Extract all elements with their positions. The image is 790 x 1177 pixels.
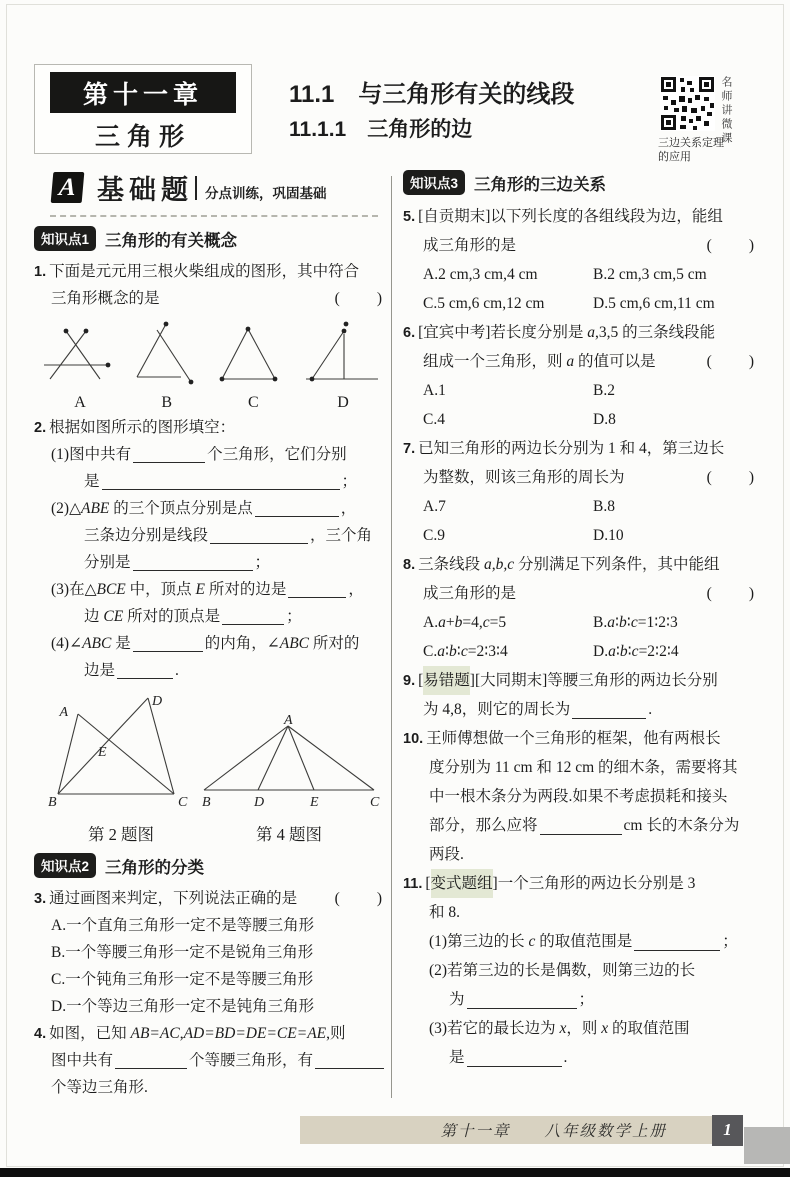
text-segment: 下面是元元用三根火柴组成的图形，其中符合 (49, 263, 360, 280)
text-segment: 边 (84, 608, 104, 625)
math-segment: c (630, 614, 638, 631)
text-line (34, 495, 384, 522)
tag-segment: 易错题 (423, 666, 470, 695)
option-col-left (423, 405, 593, 434)
math-segment: c (528, 933, 536, 950)
corner-tab (744, 1127, 790, 1164)
math-segment: ∠ABC (69, 635, 112, 652)
kp2-badge: 知识点2 (34, 853, 96, 878)
text-segment: 中一根木条分为两段.如果不考虑损耗和接头 (429, 788, 728, 805)
text-segment: . (175, 662, 179, 679)
text-segment: ]一个三角形的两边长分别是 3 (492, 875, 696, 892)
math-segment: x (601, 1020, 609, 1037)
text-segment: B.一个等腰三角形一定不是锐角三角形 (51, 944, 314, 961)
text-line (403, 260, 756, 289)
text-segment: 两段. (429, 846, 464, 863)
text-segment: D. (593, 643, 609, 660)
question-5 (403, 202, 756, 318)
math-segment: b (619, 614, 627, 631)
text-line (34, 603, 384, 630)
text-segment: ∶ (615, 643, 620, 660)
text-segment: 通过画图来判定，下列说法正确的是 (49, 890, 298, 907)
text-line (403, 463, 756, 492)
text-segment: A.一个直角三角形一定不是等腰三角形 (51, 917, 315, 934)
text-segment: ∶ (456, 643, 461, 660)
math-segment: x (559, 1020, 567, 1037)
text-segment: 分别满足下列条件，其中能组 (514, 556, 720, 573)
text-segment: (1)图中共有 (51, 446, 132, 463)
figure-label: C (247, 394, 259, 411)
text-segment: . (563, 1049, 568, 1066)
text-segment: C.9 (423, 527, 445, 544)
num-segment: 1. (34, 264, 47, 280)
section-a-letter: A (51, 172, 85, 203)
text-segment: 三条边分别是线段 (84, 527, 209, 544)
text-segment: ， (340, 500, 357, 517)
math-segment: a (608, 643, 616, 660)
tag-segment: 变式题组 (431, 869, 493, 898)
qr-caption-line1: 三边关系定理 (658, 137, 724, 149)
text-line (403, 840, 756, 869)
num-segment: 4. (34, 1026, 47, 1042)
option-col-left (423, 492, 593, 521)
text-line (34, 576, 384, 603)
text-segment: ∶ (614, 614, 620, 631)
figure-q2-caption: 第 2 题图 (88, 825, 154, 844)
text-line (403, 695, 756, 724)
text-line (403, 318, 756, 347)
text-segment: D.10 (593, 527, 624, 544)
blank-underline (540, 819, 622, 835)
text-line (403, 869, 756, 898)
text-line (403, 405, 756, 434)
text-segment: ； (578, 991, 595, 1008)
paren-segment: ( ) (334, 890, 384, 907)
text-segment: A. (423, 614, 439, 631)
option-col-right (593, 492, 615, 521)
text-line (34, 1020, 384, 1047)
text-segment: 和 8. (429, 904, 461, 921)
figure-label: D (337, 394, 349, 411)
question-11 (403, 869, 756, 1072)
text-line (403, 608, 756, 637)
num-segment: 3. (34, 891, 47, 907)
svg-text:C: C (178, 795, 188, 810)
text-segment: A.1 (423, 382, 446, 399)
text-segment: , (179, 1025, 184, 1042)
math-segment: c (482, 614, 490, 631)
section-a-header (52, 168, 384, 207)
text-segment: ； (286, 608, 302, 625)
option-col-left (423, 376, 593, 405)
math-segment: a (607, 614, 615, 631)
decorative-rule (50, 210, 378, 217)
text-segment: 度分别为 11 cm 和 12 cm 的细木条，需要将其 (429, 759, 738, 776)
text-segment: 王师傅想做一个三角形的框架，他有两根长 (426, 730, 721, 747)
text-line (403, 985, 756, 1014)
figure-option-a (44, 321, 116, 412)
text-line (403, 579, 756, 608)
text-segment: ，则 (566, 1020, 602, 1037)
text-segment: ,3,5 的三条线段能 (595, 324, 716, 341)
math-segment: a (587, 324, 596, 341)
lesson-subtitle: 11.1.1 三角形的边 (289, 118, 473, 141)
option-col-right (593, 376, 615, 405)
text-line (34, 522, 384, 549)
text-segment: (3)若它的最长边为 (429, 1020, 560, 1037)
kp3-title: 三角形的三边关系 (474, 175, 607, 194)
question-3 (34, 885, 384, 1020)
blank-underline (210, 528, 308, 544)
svg-text:C: C (370, 795, 380, 810)
qr-caption (658, 136, 724, 164)
content-columns (34, 166, 756, 1104)
text-line (403, 724, 756, 753)
text-line (403, 1043, 756, 1072)
blank-underline (115, 1053, 187, 1069)
num-segment: 6. (403, 325, 416, 341)
num-segment: 8. (403, 557, 416, 573)
math-segment: a,b,c (483, 556, 515, 573)
blank-underline (288, 582, 346, 598)
text-segment: B.8 (593, 498, 615, 515)
question-9 (403, 666, 756, 724)
chapter-number: 第十一章 (50, 72, 236, 113)
text-segment: [ (425, 875, 431, 892)
text-segment: 为 4,8，则它的周长为 (423, 701, 571, 718)
left-column (34, 166, 384, 1101)
text-line (403, 898, 756, 927)
svg-text:E: E (98, 745, 107, 760)
text-segment: ； (341, 473, 358, 490)
math-segment: a (566, 353, 575, 370)
text-segment: A.7 (423, 498, 446, 515)
text-line (403, 231, 756, 260)
text-line (403, 202, 756, 231)
text-segment: D.一个等边三角形一定不是钝角三角形 (51, 998, 315, 1015)
paren-segment: ( ) (334, 290, 384, 307)
text-segment: C.5 cm,6 cm,12 cm (423, 295, 545, 312)
option-col-right (593, 637, 679, 666)
figure-option-c (217, 321, 289, 412)
figure-option-b (131, 321, 203, 412)
text-line (403, 347, 756, 376)
text-segment: 个三角形，它们分别 (207, 446, 347, 463)
text-segment: 图中共有 (51, 1052, 114, 1069)
text-segment: 个等边三角形. (51, 1079, 148, 1096)
text-line (403, 666, 756, 695)
question-6 (403, 318, 756, 434)
text-segment: + (445, 614, 455, 631)
text-segment: (1)第三边的长 (429, 933, 529, 950)
text-segment: 分别是 (84, 554, 131, 571)
svg-text:B: B (202, 795, 211, 810)
text-line (403, 956, 756, 985)
text-segment: C.一个钝角三角形一定不是等腰三角形 (51, 971, 314, 988)
text-segment: 所对的顶点是 (123, 608, 221, 625)
option-col-left (423, 637, 593, 666)
text-segment: ∶ (444, 643, 450, 660)
text-segment: B.2 cm,3 cm,5 cm (593, 266, 707, 283)
page-bottom-edge (0, 1168, 790, 1177)
text-segment: D.8 (593, 411, 616, 428)
svg-text:D: D (254, 795, 265, 810)
paren-segment: ( ) (706, 585, 756, 602)
text-line (34, 939, 384, 966)
text-segment: 是 (449, 1049, 465, 1066)
text-segment: C. (423, 643, 438, 660)
text-line (403, 782, 756, 811)
math-segment: CE (103, 608, 124, 625)
section-a-title: 基础题 (97, 175, 193, 205)
chapter-title: 三角形 (94, 123, 191, 151)
text-segment: 的取值范围 (608, 1020, 690, 1037)
kp1-title: 三角形的有关概念 (105, 231, 238, 250)
footer-bar (300, 1116, 732, 1144)
kp3-badge: 知识点3 (403, 170, 465, 195)
blank-underline (133, 555, 253, 571)
blank-underline (315, 1053, 384, 1069)
math-segment: AB=AC (130, 1025, 180, 1042)
text-segment: 是 (111, 635, 131, 652)
kp2-title: 三角形的分类 (105, 858, 205, 877)
text-segment: D.5 cm,6 cm,11 cm (593, 295, 715, 312)
figure-q4 (198, 714, 380, 845)
text-segment: ∶ (626, 614, 631, 631)
text-segment: =4, (462, 614, 483, 631)
text-segment: 所对的边是 (205, 581, 287, 598)
text-segment: ； (722, 933, 738, 950)
text-segment: 组成一个三角形，则 (423, 353, 567, 370)
text-line (403, 637, 756, 666)
text-line (34, 468, 384, 495)
text-segment: 边是 (84, 662, 116, 679)
text-line (403, 811, 756, 840)
question-1 (34, 258, 384, 312)
text-segment: 根据如图所示的图形填空： (49, 419, 236, 436)
text-line (34, 966, 384, 993)
question-8 (403, 550, 756, 666)
text-segment: B. (593, 614, 608, 631)
text-segment: B.2 (593, 382, 615, 399)
text-segment: [自贡期末]以下列长度的各组线段为边，能组 (418, 208, 723, 225)
text-line (34, 630, 384, 657)
text-segment: 是 (84, 473, 100, 490)
column-divider (391, 176, 392, 1098)
math-segment: ∠ABC (266, 635, 310, 652)
question-10 (403, 724, 756, 869)
option-col-right (593, 521, 624, 550)
svg-text:E: E (310, 795, 319, 810)
math-segment: b (454, 614, 463, 631)
qr-caption-line2: 的应用 (658, 151, 691, 163)
text-line (403, 753, 756, 782)
text-line (403, 550, 756, 579)
text-segment: 的三个顶点分别是点 (109, 500, 253, 517)
math-segment: △BCE (84, 581, 126, 598)
text-line (34, 912, 384, 939)
text-line (34, 885, 384, 912)
text-line (34, 1074, 384, 1101)
figure-label: A (74, 394, 86, 411)
right-column (403, 168, 756, 1072)
knowledge-point-1 (34, 226, 384, 251)
footer-chapter: 第十一章 (440, 1123, 511, 1140)
text-segment: . (648, 701, 653, 718)
qr-code-icon (660, 76, 715, 131)
option-col-left (423, 521, 593, 550)
blank-underline (133, 447, 205, 463)
text-segment: A.2 cm,3 cm,4 cm (423, 266, 538, 283)
qr-side-caption: 名师讲微课 (720, 76, 732, 146)
math-segment: c (460, 643, 468, 660)
text-segment: ； (254, 554, 271, 571)
math-segment: b (619, 643, 628, 660)
text-segment: [宜宾中考]若长度分别是 (418, 324, 588, 341)
option-col-left (423, 289, 593, 318)
text-line (403, 492, 756, 521)
text-segment: C.4 (423, 411, 445, 428)
text-segment: (3)在 (51, 581, 85, 598)
option-col-right (593, 260, 707, 289)
blank-underline (255, 501, 339, 517)
text-segment: ∶ (627, 643, 632, 660)
knowledge-point-3 (403, 170, 756, 195)
text-segment: ， (348, 581, 364, 598)
blank-underline (634, 935, 720, 951)
footer-book-title: 八年级数学上册 (544, 1123, 667, 1140)
section-a-divider (195, 176, 197, 200)
text-line (34, 258, 384, 285)
num-segment: 7. (403, 441, 416, 457)
text-segment: 所对的 (309, 635, 360, 652)
text-segment: cm 长的木条分为 (623, 817, 740, 834)
num-segment: 5. (403, 209, 416, 225)
kp1-badge: 知识点1 (34, 226, 96, 251)
text-segment: (2)若第三边的长是偶数，则第三边的长 (429, 962, 696, 979)
text-segment: =2∶2∶4 (638, 643, 679, 660)
figure-label: B (161, 394, 172, 411)
text-segment: 的取值范围是 (535, 933, 633, 950)
num-segment: 11. (403, 876, 423, 892)
figure-option-d (304, 321, 382, 412)
text-line (34, 993, 384, 1020)
blank-underline (467, 993, 577, 1009)
text-segment: ][大同期末]等腰三角形的两边长分别 (469, 672, 718, 689)
math-segment: a (438, 614, 446, 631)
paren-segment: ( ) (706, 353, 756, 370)
question-4 (34, 1020, 384, 1101)
blank-underline (133, 636, 203, 652)
svg-text:D: D (152, 694, 163, 709)
text-segment: (4) (51, 635, 70, 652)
page-number: 1 (712, 1115, 743, 1146)
figure-q4-caption: 第 4 题图 (256, 825, 322, 844)
text-line (34, 414, 384, 441)
text-segment: =1∶2∶3 (637, 614, 678, 631)
blank-underline (572, 703, 646, 719)
text-segment: ,则 (326, 1025, 346, 1042)
text-segment: 的值可以是 (574, 353, 656, 370)
paren-segment: ( ) (706, 469, 756, 486)
text-line (403, 927, 756, 956)
text-line (34, 549, 384, 576)
text-segment: 个等腰三角形，有 (189, 1052, 314, 1069)
knowledge-point-2 (34, 853, 384, 878)
question-figures-2-and-4 (46, 692, 380, 845)
num-segment: 10. (403, 731, 424, 747)
svg-text:A: A (59, 705, 68, 720)
math-segment: E (195, 581, 206, 598)
text-line (403, 289, 756, 318)
math-segment: a (437, 643, 445, 660)
math-segment: △ABE (69, 500, 110, 517)
figure-q2 (46, 692, 196, 845)
paren-segment: ( ) (706, 237, 756, 254)
text-segment: 的内角， (204, 635, 267, 652)
question-7 (403, 434, 756, 550)
text-segment: (2) (51, 500, 70, 517)
text-segment: 成三角形的是 (423, 237, 517, 254)
blank-underline (467, 1051, 562, 1067)
option-col-right (593, 289, 715, 318)
num-segment: 2. (34, 420, 47, 436)
text-line (403, 1014, 756, 1043)
section-a-subtitle: 分点训练，巩固基础 (205, 185, 327, 201)
text-line (34, 1047, 384, 1074)
text-segment: 已知三角形的两边长分别为 1 和 4，第三边长 (418, 440, 725, 457)
text-segment: 如图，已知 (49, 1025, 131, 1042)
text-line (34, 441, 384, 468)
text-line (403, 376, 756, 405)
question-2 (34, 414, 384, 684)
option-col-right (593, 608, 678, 637)
text-segment: 成三角形的是 (423, 585, 517, 602)
math-segment: AD=BD=DE=CE=AE (183, 1025, 327, 1042)
question-1-figures (44, 318, 382, 412)
svg-text:B: B (48, 795, 57, 810)
num-segment: 9. (403, 673, 416, 689)
text-segment: ，三个角 (310, 527, 373, 544)
text-segment: 三条线段 (418, 556, 484, 573)
option-col-right (593, 405, 616, 434)
text-line (403, 521, 756, 550)
math-segment: b (449, 643, 457, 660)
text-segment: 部分，那么应将 (429, 817, 538, 834)
option-col-left (423, 608, 593, 637)
text-segment: =5 (489, 614, 507, 631)
text-segment: =2∶3∶4 (467, 643, 508, 660)
text-segment: [ (418, 672, 424, 689)
text-segment: 为 (449, 991, 465, 1008)
lesson-title: 11.1 与三角形有关的线段 (289, 81, 575, 108)
blank-underline (102, 474, 340, 490)
text-line (34, 657, 384, 684)
blank-underline (222, 609, 284, 625)
blank-underline (117, 663, 173, 679)
math-segment: c (631, 643, 639, 660)
text-segment: 中，顶点 (125, 581, 196, 598)
svg-text:A: A (284, 714, 293, 728)
text-line (403, 434, 756, 463)
text-line (34, 285, 384, 312)
text-segment: 为整数，则该三角形的周长为 (423, 469, 625, 486)
option-col-left (423, 260, 593, 289)
chapter-box (34, 64, 252, 154)
text-segment: 三角形概念的是 (51, 290, 160, 307)
